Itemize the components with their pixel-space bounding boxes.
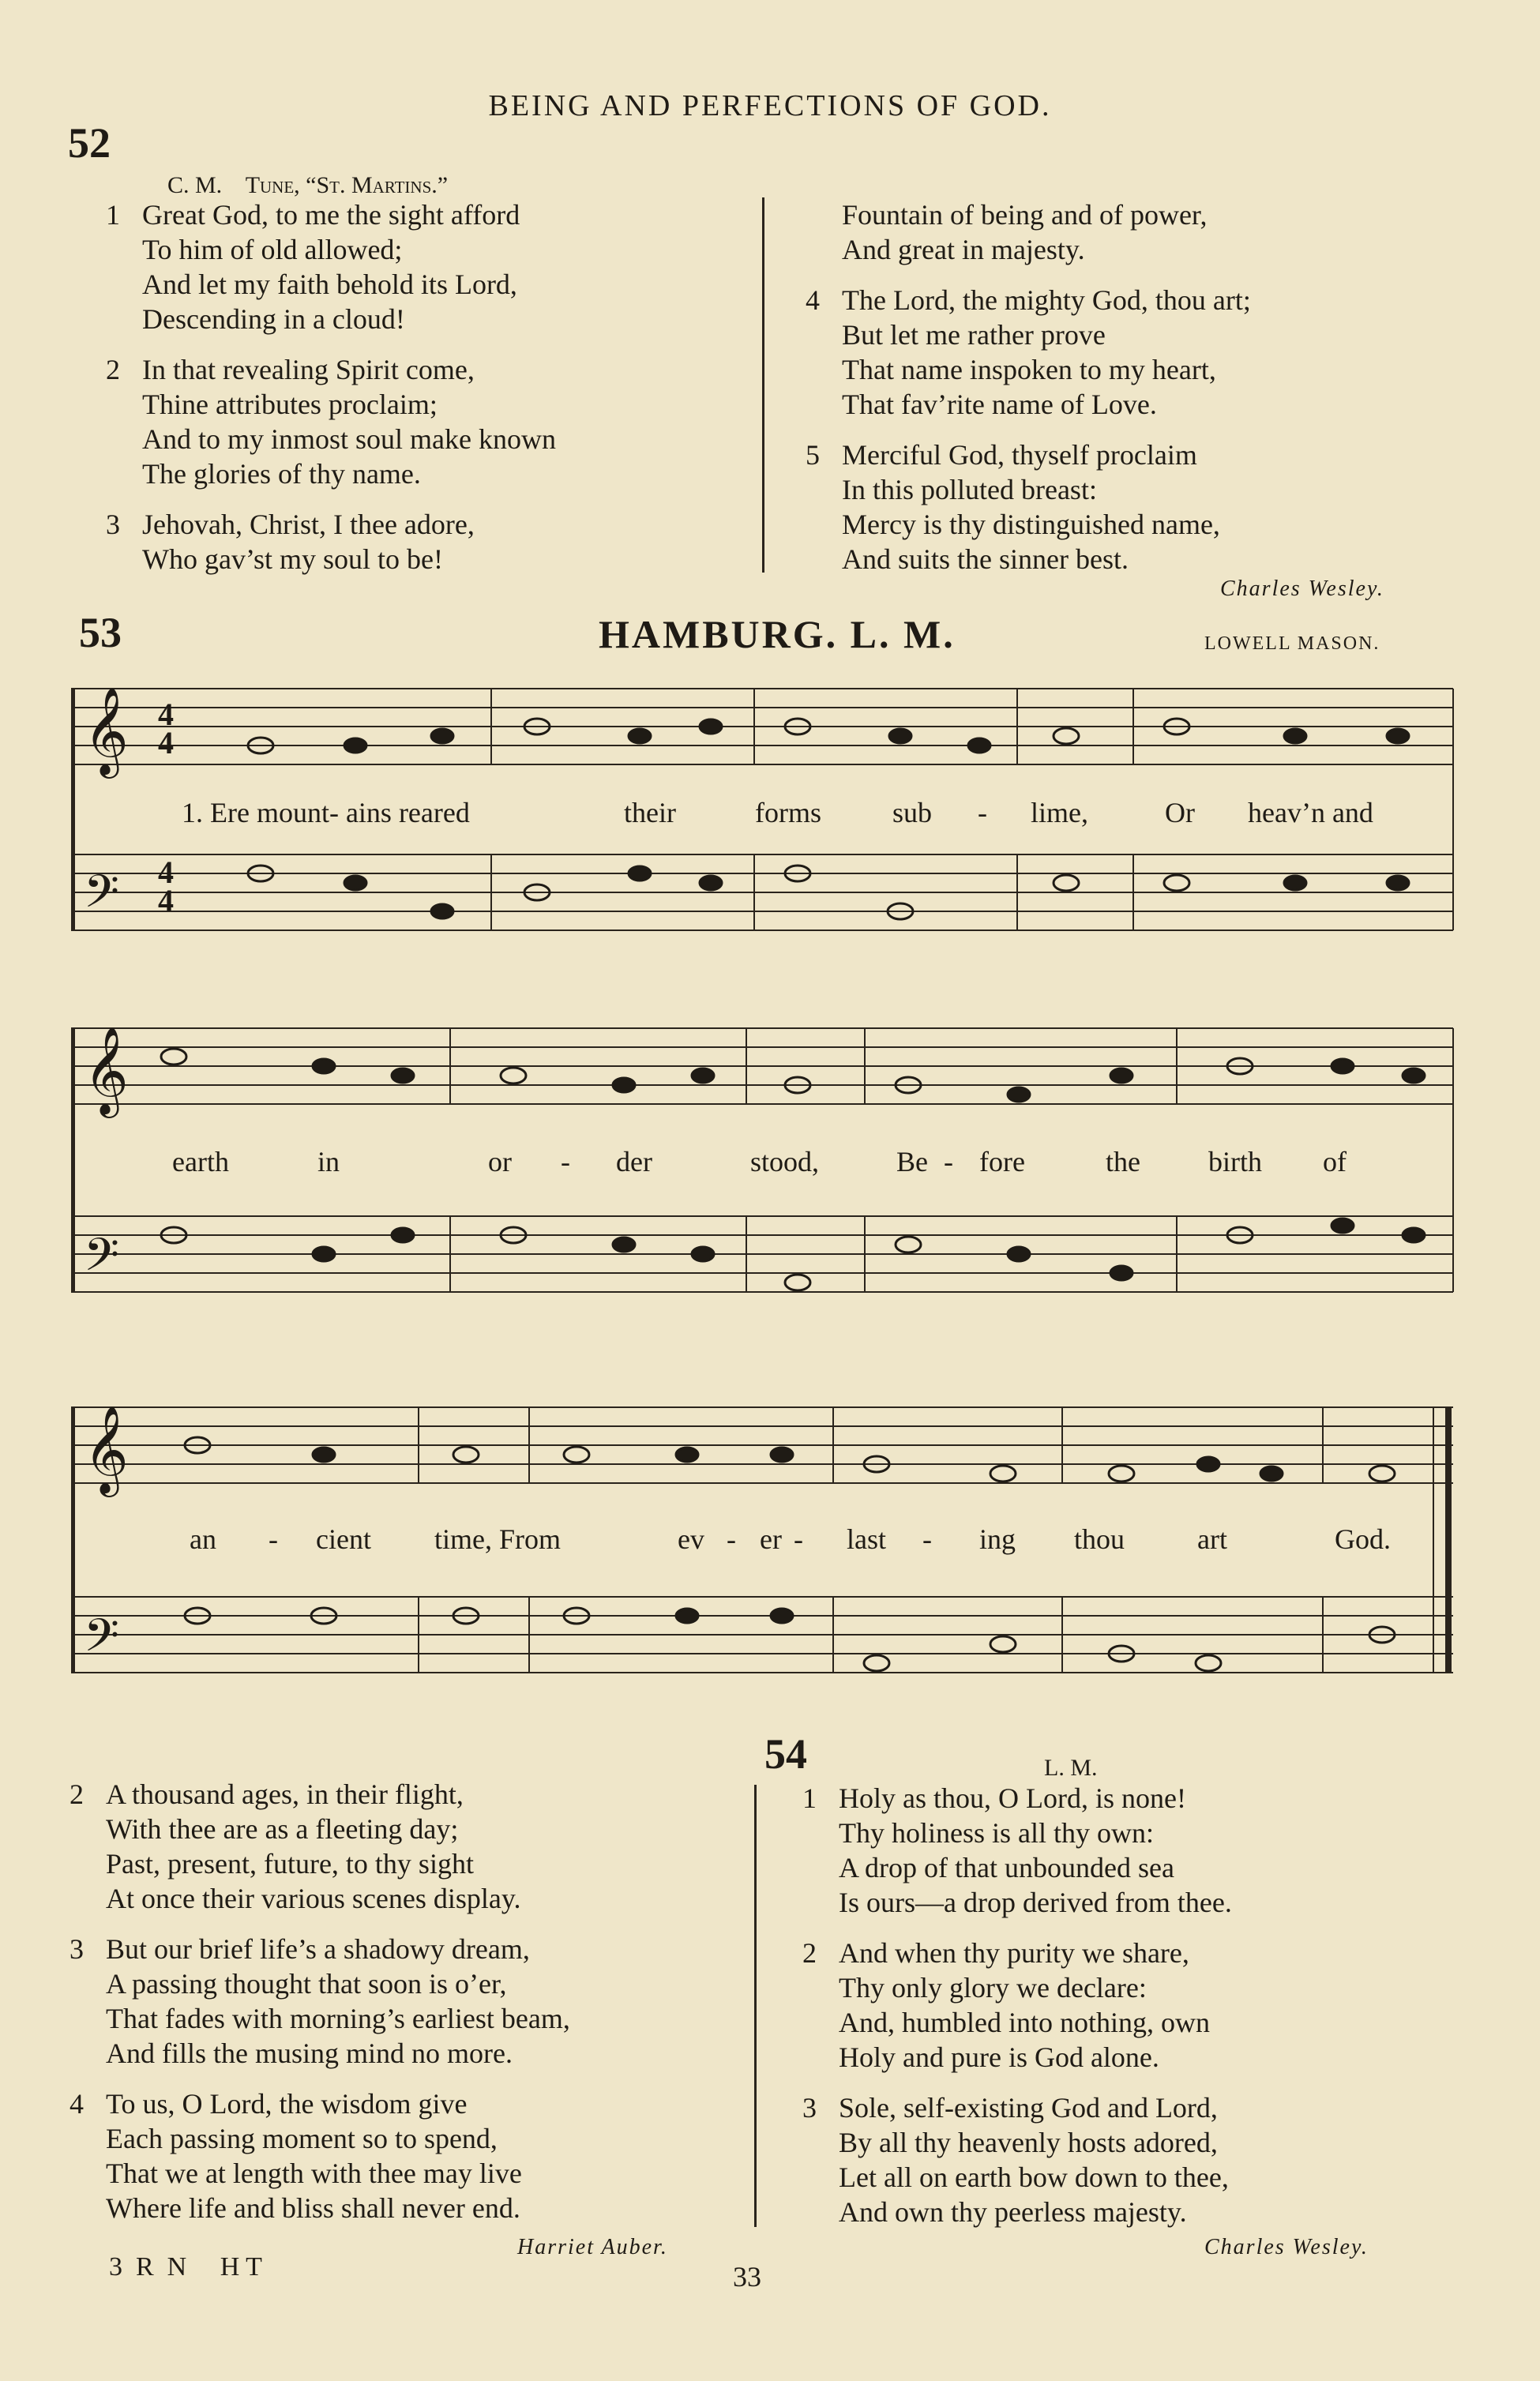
stanza-line <box>106 542 738 576</box>
stanza <box>106 507 738 576</box>
stanza-line <box>802 1850 1497 1885</box>
stanza-text: The Lord, the mighty God, thou art; <box>842 284 1251 316</box>
stanza-line <box>69 2036 749 2071</box>
stanza-line <box>802 1781 1497 1816</box>
lyric-3-11: ing <box>979 1523 1016 1555</box>
stanza-number: 3 <box>106 509 120 540</box>
stanza-line <box>106 456 738 491</box>
stanza-number: 2 <box>106 354 120 385</box>
stanza-line <box>802 2040 1497 2075</box>
stanza-text: Past, present, future, to thy sight <box>106 1848 474 1880</box>
lyric-3-8: - <box>794 1523 803 1555</box>
lyric-2-4: - <box>561 1146 570 1177</box>
lyric-2-12: of <box>1323 1146 1347 1177</box>
hymn-54-stanzas <box>802 1781 1497 2245</box>
stanza-text: Let all on earth bow down to thee, <box>839 2161 1229 2193</box>
stanza-line <box>69 1846 749 1881</box>
stanza <box>69 1932 749 2071</box>
lyric-3-4: time, From <box>434 1523 561 1555</box>
stanza-line <box>69 2156 749 2191</box>
stanza-line <box>806 352 1453 387</box>
stanza-text: Is ours—a drop derived from thee. <box>839 1887 1232 1918</box>
stanza-text: And great in majesty. <box>842 234 1085 265</box>
lyric-3-14: God. <box>1335 1523 1391 1555</box>
lyric-1-5: - <box>978 797 987 828</box>
hymn-54-number: 54 <box>764 1730 807 1778</box>
stanza-line <box>69 1932 749 1966</box>
hymn-52-left-column <box>106 197 738 592</box>
page-number: 33 <box>733 2261 761 2293</box>
stanza-text: But our brief life’s a shadowy dream, <box>106 1933 530 1965</box>
stanza-number: 4 <box>69 2088 84 2120</box>
stanza-line <box>69 2121 749 2156</box>
stanza-text: At once their various scenes display. <box>106 1883 521 1914</box>
stanza-text: Fountain of being and of power, <box>842 199 1208 231</box>
stanza-line <box>802 1885 1497 1920</box>
lyric-3-12: thou <box>1074 1523 1125 1555</box>
stanza-text: By all thy heavenly hosts adored, <box>839 2127 1218 2158</box>
lyric-3-5: ev <box>678 1523 704 1555</box>
hymn-53-number: 53 <box>79 609 122 656</box>
music-system-3 <box>71 1398 1461 1714</box>
stanza-text: And when thy purity we share, <box>839 1937 1189 1969</box>
lyric-2-7: Be <box>896 1146 928 1177</box>
stanza-line <box>69 1881 749 1916</box>
svg-text:𝄞: 𝄞 <box>84 686 129 775</box>
stanza-text: A thousand ages, in their flight, <box>106 1778 464 1810</box>
lyric-3-9: last <box>847 1523 886 1555</box>
stanza-text: Great God, to me the sight afford <box>142 199 520 231</box>
stanza-number: 1 <box>802 1782 817 1814</box>
music-notation-system-3 <box>71 1398 1461 1714</box>
stanza <box>806 438 1453 576</box>
stanza-line <box>806 438 1453 472</box>
hymn-52-meter <box>167 172 448 199</box>
stanza-text: Thy only glory we declare: <box>839 1972 1147 2004</box>
stanza-text: Descending in a cloud! <box>142 303 405 335</box>
lyric-3-3: cient <box>316 1523 371 1555</box>
stanza-line <box>806 507 1453 542</box>
stanza-line <box>802 2090 1497 2125</box>
stanza-text: Where life and bliss shall never end. <box>106 2192 520 2224</box>
lyric-1-8: heav’n and <box>1248 797 1373 828</box>
stanza-text: That we at length with thee may live <box>106 2158 522 2189</box>
lyric-2-9: fore <box>979 1146 1025 1177</box>
svg-text:𝄢: 𝄢 <box>84 865 120 929</box>
hymn-53-stanzas <box>69 1777 749 2241</box>
stanza-line <box>106 197 738 232</box>
stanza-text: Sole, self-existing God and Lord, <box>839 2092 1218 2124</box>
hymn-54-meter: L. M. <box>1044 1755 1098 1781</box>
hymn-52-author: Charles Wesley. <box>1220 576 1384 601</box>
lyric-2-2: in <box>317 1146 340 1177</box>
stanza <box>106 352 738 491</box>
stanza <box>802 2090 1497 2229</box>
stanza-text: To us, O Lord, the wisdom give <box>106 2088 468 2120</box>
stanza-text: That fav’rite name of Love. <box>842 389 1157 420</box>
svg-text:4: 4 <box>158 697 174 732</box>
stanza-line <box>802 1970 1497 2005</box>
printer-signature: 3 R N H T <box>109 2252 262 2281</box>
lyric-1-6: lime, <box>1031 797 1088 828</box>
svg-text:𝄞: 𝄞 <box>84 1405 129 1493</box>
stanza-line <box>802 2125 1497 2160</box>
stanza-line <box>802 2005 1497 2040</box>
stanza-text: A drop of that unbounded sea <box>839 1852 1174 1883</box>
stanza-line <box>806 283 1453 317</box>
stanza-text: And let my faith behold its Lord, <box>142 269 517 300</box>
lyric-3-7: er <box>760 1523 782 1555</box>
stanza-line <box>802 1816 1497 1850</box>
stanza-line <box>802 1936 1497 1970</box>
stanza-text: Each passing moment so to spend, <box>106 2123 498 2154</box>
lyric-2-3: or <box>488 1146 512 1177</box>
stanza-text: Mercy is thy distinguished name, <box>842 509 1220 540</box>
stanza-number: 5 <box>806 439 820 471</box>
lyric-3-1: an <box>190 1523 216 1555</box>
lyric-3-6: - <box>727 1523 736 1555</box>
stanza <box>802 1936 1497 2075</box>
lyric-3-2: - <box>269 1523 278 1555</box>
stanza-text: Holy and pure is God alone. <box>839 2041 1159 2073</box>
stanza-number: 4 <box>806 284 820 316</box>
stanza-number: 2 <box>802 1937 817 1969</box>
stanza-line <box>806 197 1453 232</box>
hymn-53-composer: LOWELL MASON. <box>1204 633 1380 654</box>
svg-text:𝄢: 𝄢 <box>84 1609 120 1673</box>
lyric-1-1: 1. Ere mount- ains reared <box>182 797 470 828</box>
stanza-line <box>106 267 738 302</box>
stanza-line <box>69 1777 749 1812</box>
stanza-text: With thee are as a fleeting day; <box>106 1813 459 1845</box>
lyric-1-4: sub <box>892 797 933 828</box>
stanza <box>806 283 1453 422</box>
column-divider-2 <box>754 1785 757 2227</box>
stanza-text: In that revealing Spirit come, <box>142 354 475 385</box>
stanza-text: Thine attributes proclaim; <box>142 389 438 420</box>
page-header: BEING AND PERFECTIONS OF GOD. <box>488 89 1052 122</box>
lyric-3-10: - <box>922 1523 932 1555</box>
stanza-line <box>69 2086 749 2121</box>
stanza-line <box>806 387 1453 422</box>
stanza-line <box>806 472 1453 507</box>
hymn-54-author: Charles Wesley. <box>1204 2235 1369 2259</box>
stanza-number: 2 <box>69 1778 84 1810</box>
stanza-text: Jehovah, Christ, I thee adore, <box>142 509 475 540</box>
stanza-text: In this polluted breast: <box>842 474 1097 505</box>
music-system-1 <box>71 679 1461 971</box>
lyric-2-1: earth <box>172 1146 229 1177</box>
stanza <box>802 1781 1497 1920</box>
svg-text:𝄞: 𝄞 <box>84 1026 129 1114</box>
hymn-53-tune-title: HAMBURG. L. M. <box>599 612 956 656</box>
stanza-text: A passing thought that soon is o’er, <box>106 1968 507 2000</box>
stanza <box>69 1777 749 1916</box>
stanza-line <box>106 302 738 336</box>
stanza-text: That fades with morning’s earliest beam, <box>106 2003 570 2034</box>
svg-text:4: 4 <box>158 725 174 760</box>
stanza-text: And fills the musing mind no more. <box>106 2037 513 2069</box>
column-divider <box>762 197 764 573</box>
stanza-line <box>69 1966 749 2001</box>
lyric-3-13: art <box>1197 1523 1227 1555</box>
lyric-1-7: Or <box>1165 797 1195 828</box>
hymn-52-tune: Tune, “St. Martins.” <box>245 172 449 198</box>
svg-text:4: 4 <box>158 883 174 918</box>
lyric-2-8: - <box>944 1146 953 1177</box>
stanza-line <box>802 2195 1497 2229</box>
hymn-52-right-column <box>806 197 1453 592</box>
stanza-line <box>69 1812 749 1846</box>
stanza-text: Thy holiness is all thy own: <box>839 1817 1154 1849</box>
stanza-line <box>69 2001 749 2036</box>
stanza-number: 3 <box>69 1933 84 1965</box>
stanza-line <box>106 507 738 542</box>
stanza-text: And to my inmost soul make known <box>142 423 556 455</box>
hymn-52-meter-label: C. M. <box>167 172 223 198</box>
lyric-1-3: forms <box>755 797 821 828</box>
lyric-1-2: their <box>624 797 676 828</box>
stanza-line <box>106 387 738 422</box>
stanza-line <box>69 2191 749 2225</box>
stanza-line <box>106 422 738 456</box>
lyric-2-10: the <box>1106 1146 1140 1177</box>
lyric-2-11: birth <box>1208 1146 1262 1177</box>
stanza-text: And suits the sinner best. <box>842 543 1129 575</box>
stanza-line <box>806 317 1453 352</box>
hymn-52-number: 52 <box>68 119 111 167</box>
stanza-text: And, humbled into nothing, own <box>839 2007 1210 2038</box>
stanza-line <box>106 352 738 387</box>
stanza-text: Holy as thou, O Lord, is none! <box>839 1782 1186 1814</box>
stanza-line <box>806 542 1453 576</box>
hymn-53-author: Harriet Auber. <box>517 2235 668 2259</box>
stanza-text: The glories of thy name. <box>142 458 421 490</box>
music-system-2 <box>71 1019 1461 1335</box>
stanza-text: But let me rather prove <box>842 319 1106 351</box>
lyric-2-5: der <box>616 1146 652 1177</box>
stanza-line <box>806 232 1453 267</box>
stanza <box>806 197 1453 267</box>
svg-text:4: 4 <box>158 854 174 890</box>
stanza-line <box>106 232 738 267</box>
stanza-line <box>802 2160 1497 2195</box>
stanza-text: That name inspoken to my heart, <box>842 354 1216 385</box>
svg-text:𝄢: 𝄢 <box>84 1228 120 1293</box>
stanza-text: Who gav’st my soul to be! <box>142 543 443 575</box>
stanza-text: To him of old allowed; <box>142 234 403 265</box>
stanza-text: Merciful God, thyself proclaim <box>842 439 1197 471</box>
lyric-2-6: stood, <box>750 1146 820 1177</box>
stanza-number: 1 <box>106 199 120 231</box>
stanza-text: And own thy peerless majesty. <box>839 2196 1187 2228</box>
stanza-number: 3 <box>802 2092 817 2124</box>
stanza <box>106 197 738 336</box>
stanza <box>69 2086 749 2225</box>
